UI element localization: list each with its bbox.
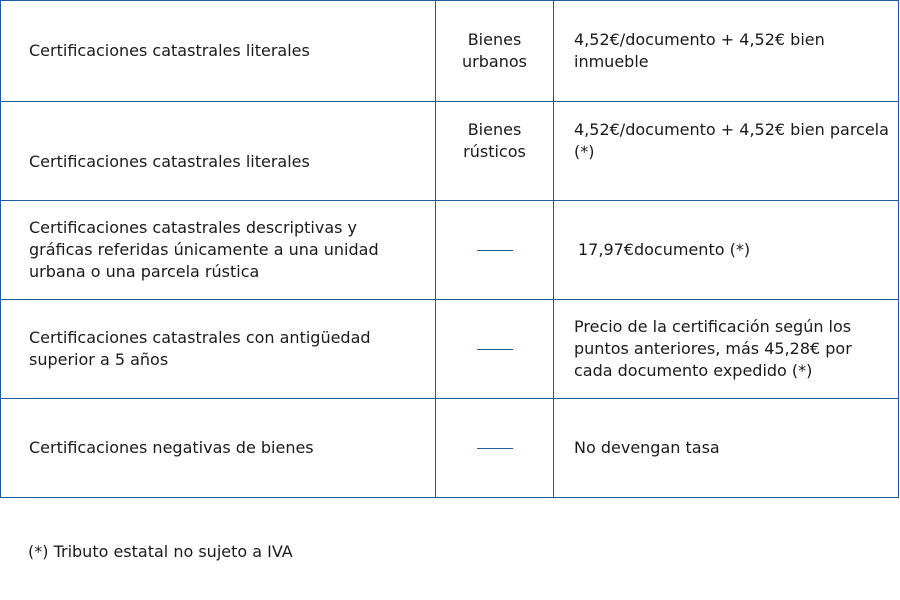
dash-mark bbox=[477, 349, 513, 350]
concept-cell bbox=[1, 399, 436, 498]
price-text: Precio de la certificación según los puntos anteriores, más 45,28€ por cada documento expedido (*) bbox=[574, 317, 852, 380]
property-type-cell bbox=[436, 201, 554, 300]
concept-cell bbox=[1, 102, 436, 201]
price-text: 17,97€documento (*) bbox=[578, 240, 751, 259]
property-type-line: urbanos bbox=[462, 52, 527, 71]
price-cell bbox=[554, 1, 899, 102]
footnote: (*) Tributo estatal no sujeto a IVA bbox=[28, 542, 293, 561]
price-text: No devengan tasa bbox=[574, 438, 720, 457]
table-row bbox=[1, 102, 899, 201]
concept-text: Certificaciones negativas de bienes bbox=[29, 438, 314, 457]
property-type-cell bbox=[436, 102, 554, 201]
property-type-line: Bienes bbox=[467, 30, 522, 49]
concept-text: Certificaciones catastrales descriptivas y gráficas referidas únicamente a una unidad urbana o una parcela rústica bbox=[29, 218, 379, 281]
price-cell bbox=[554, 102, 899, 201]
table-row bbox=[1, 300, 899, 399]
table-row bbox=[1, 1, 899, 102]
concept-text: Certificaciones catastrales con antigüedad superior a 5 años bbox=[29, 328, 371, 369]
property-type-line: rústicos bbox=[463, 142, 526, 161]
concept-cell bbox=[1, 1, 436, 102]
table-row bbox=[1, 201, 899, 300]
dash-mark bbox=[477, 250, 513, 251]
price-cell bbox=[554, 201, 899, 300]
price-text: 4,52€/documento + 4,52€ bien parcela (*) bbox=[574, 120, 889, 161]
property-type-cell bbox=[436, 399, 554, 498]
table-row bbox=[1, 399, 899, 498]
property-type-cell bbox=[436, 1, 554, 102]
concept-cell bbox=[1, 201, 436, 300]
concept-cell bbox=[1, 300, 436, 399]
price-cell bbox=[554, 399, 899, 498]
concept-text: Certificaciones catastrales literales bbox=[29, 152, 310, 171]
property-type-line: Bienes bbox=[467, 120, 522, 139]
dash-mark bbox=[477, 448, 513, 449]
price-text: 4,52€/documento + 4,52€ bien inmueble bbox=[574, 30, 825, 71]
concept-text: Certificaciones catastrales literales bbox=[29, 41, 310, 60]
property-type-cell bbox=[436, 300, 554, 399]
price-cell bbox=[554, 300, 899, 399]
